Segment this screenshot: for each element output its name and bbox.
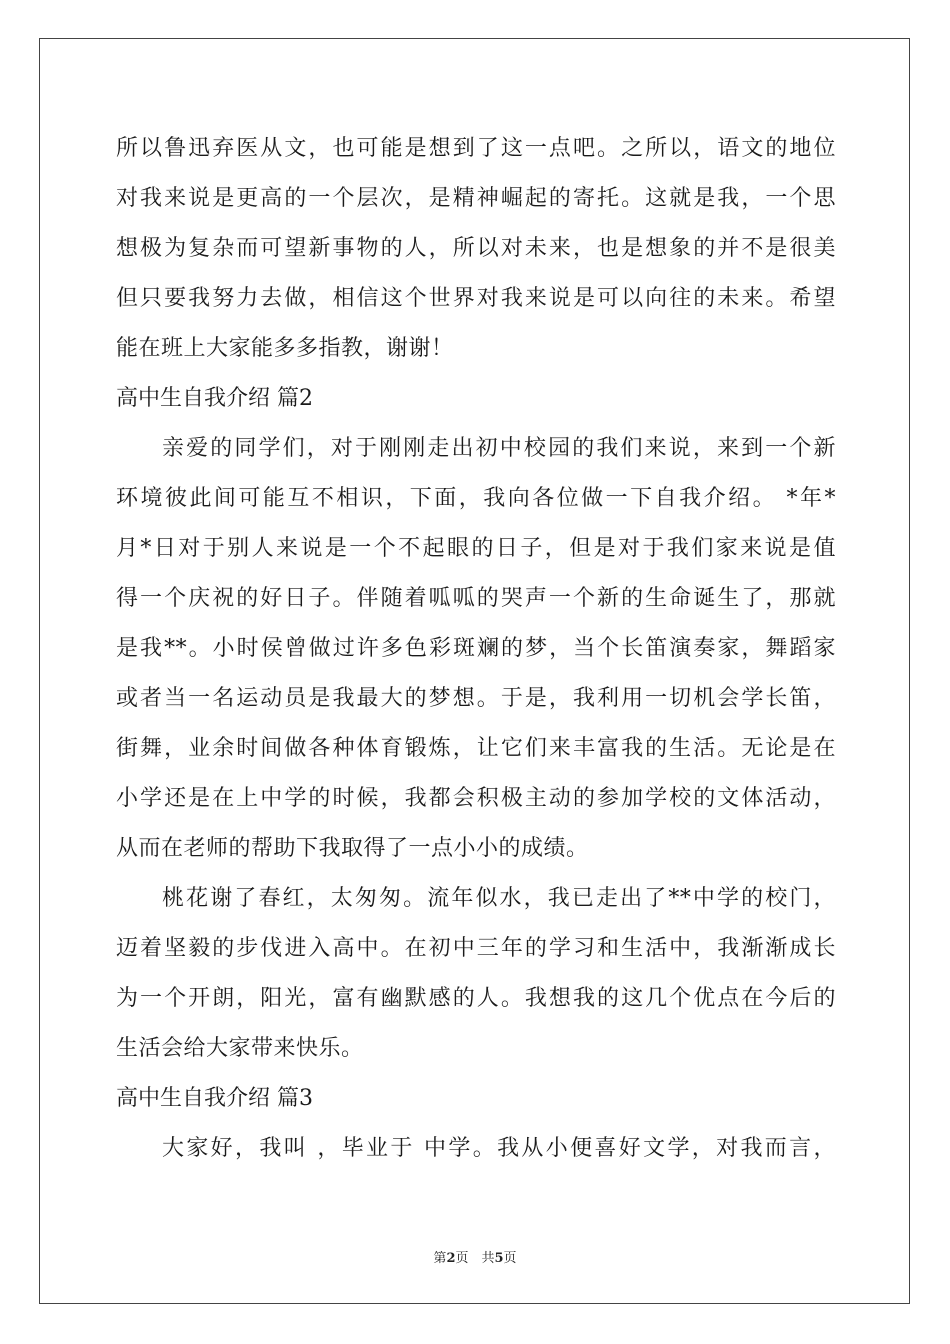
text-line: 街舞，业余时间做各种体育锻炼，让它们来丰富我的生活。无论是在 <box>116 736 836 761</box>
section-heading-2: 高中生自我介绍 篇2 <box>116 386 313 411</box>
text-line: 想极为复杂而可望新事物的人，所以对未来，也是想象的并不是很美 <box>116 236 836 261</box>
page-footer <box>0 1247 950 1266</box>
text-line: 从而在老师的帮助下我取得了一点小小的成绩。 <box>116 836 589 861</box>
text-line: 所以鲁迅弃医从文，也可能是想到了这一点吧。之所以，语文的地位 <box>116 136 836 161</box>
text-line: 环境彼此间可能互不相识，下面，我向各位做一下自我介绍。 *年* <box>116 486 836 511</box>
page-current: 2 <box>446 1251 456 1266</box>
text-line: 亲爱的同学们，对于刚刚走出初中校园的我们来说，来到一个新 <box>162 436 836 461</box>
text-line: 迈着坚毅的步伐进入高中。在初中三年的学习和生活中，我渐渐成长 <box>116 936 836 961</box>
page-total: 5 <box>494 1251 504 1266</box>
text-line: 能在班上大家能多多指教，谢谢！ <box>116 336 454 361</box>
text-line: 生活会给大家带来快乐。 <box>116 1036 364 1061</box>
page-label-suffix: 页 <box>503 1251 517 1266</box>
text-line: 桃花谢了春红，太匆匆。流年似水，我已走出了**中学的校门， <box>162 886 836 911</box>
text-line: 得一个庆祝的好日子。伴随着呱呱的哭声一个新的生命诞生了，那就 <box>116 586 836 611</box>
text-line: 大家好，我叫 ，毕业于 中学。我从小便喜好文学，对我而言， <box>162 1136 836 1161</box>
section-heading-3: 高中生自我介绍 篇3 <box>116 1086 313 1111</box>
text-line: 月*日对于别人来说是一个不起眼的日子，但是对于我们家来说是值 <box>116 536 836 561</box>
document-body <box>116 124 836 1174</box>
text-line: 对我来说是更高的一个层次，是精神崛起的寄托。这就是我，一个思 <box>116 186 836 211</box>
text-line: 是我**。小时侯曾做过许多色彩斑斓的梦，当个长笛演奏家，舞蹈家 <box>116 636 836 661</box>
text-line: 小学还是在上中学的时候，我都会积极主动的参加学校的文体活动， <box>116 786 836 811</box>
text-line: 但只要我努力去做，相信这个世界对我来说是可以向往的未来。希望 <box>116 286 836 311</box>
page-label-mid: 页 共 <box>455 1251 495 1266</box>
page-label-prefix: 第 <box>433 1251 447 1266</box>
text-line: 或者当一名运动员是我最大的梦想。于是，我利用一切机会学长笛， <box>116 686 836 711</box>
text-line: 为一个开朗，阳光，富有幽默感的人。我想我的这几个优点在今后的 <box>116 986 836 1011</box>
